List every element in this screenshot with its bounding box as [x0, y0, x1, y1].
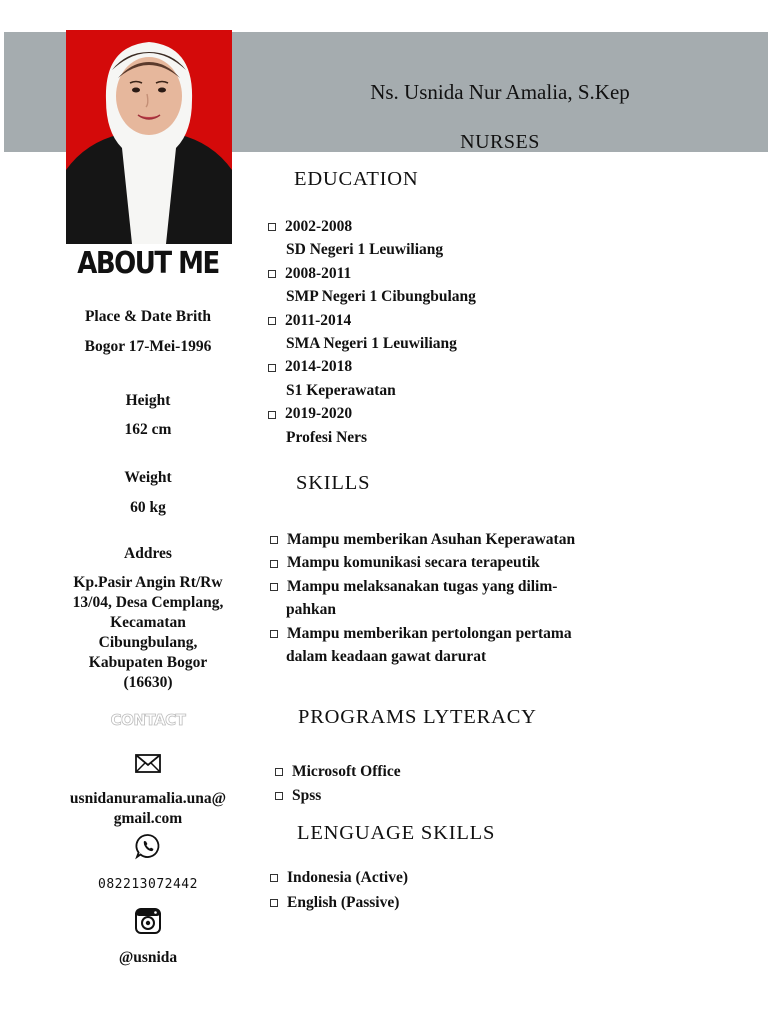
checkbox-bullet-icon: [275, 792, 283, 800]
language-text: Indonesia (Active): [287, 869, 408, 886]
skill-item: [270, 528, 630, 551]
checkbox-bullet-icon: [270, 874, 278, 882]
skills-list: [270, 528, 630, 668]
education-school: SMA Negeri 1 Leuwiliang: [286, 335, 457, 353]
checkbox-bullet-icon: [275, 768, 283, 776]
checkbox-bullet-icon: [268, 223, 276, 231]
height-value: 162 cm: [124, 421, 172, 438]
about-me-heading: ABOUT ME: [77, 246, 219, 282]
education-item: [268, 215, 476, 262]
person-portrait-icon: [66, 30, 232, 244]
education-item: [268, 309, 476, 356]
job-title: NURSES: [460, 131, 540, 153]
weight-value: 60 kg: [130, 499, 166, 516]
education-school: SD Negeri 1 Leuwiliang: [286, 241, 444, 259]
education-item: [268, 262, 476, 309]
education-item: [268, 355, 476, 402]
skill-text-continued: pahkan: [286, 601, 336, 619]
contact-heading: CONTACT: [110, 711, 186, 729]
program-item: [275, 760, 401, 784]
email-line: usnidanuramalia.una@: [69, 790, 227, 807]
checkbox-bullet-icon: [270, 899, 278, 907]
education-list: [268, 215, 476, 449]
address-line: (16630): [123, 674, 173, 691]
checkbox-bullet-icon: [268, 317, 276, 325]
programs-heading: PROGRAMS LYTERACY: [298, 706, 537, 728]
weight-label: Weight: [124, 469, 172, 486]
program-item: [275, 784, 401, 808]
address-line: Kecamatan: [110, 614, 186, 631]
instagram-icon: [134, 907, 162, 935]
language-item: [270, 891, 408, 916]
address-line: Cibungbulang,: [98, 634, 198, 651]
email-line: gmail.com: [113, 810, 183, 827]
education-school: Profesi Ners: [286, 428, 368, 446]
education-years: 2008-2011: [285, 264, 352, 282]
skills-heading: SKILLS: [296, 472, 371, 494]
phone-number: 082213072442: [98, 877, 198, 892]
education-school: SMP Negeri 1 Cibungbulang: [286, 288, 476, 306]
program-text: Microsoft Office: [292, 763, 401, 780]
address-line: Kp.Pasir Angin Rt/Rw: [73, 574, 223, 591]
instagram-handle: @usnida: [118, 949, 178, 966]
email-address: [56, 789, 240, 829]
address-label: Addres: [124, 545, 172, 562]
languages-heading: LENGUAGE SKILLS: [297, 822, 496, 844]
education-school: S1 Keperawatan: [286, 381, 396, 399]
education-years: 2014-2018: [285, 358, 353, 376]
checkbox-bullet-icon: [270, 583, 278, 591]
checkbox-bullet-icon: [270, 560, 278, 568]
checkbox-bullet-icon: [268, 364, 276, 372]
education-years: 2002-2008: [285, 218, 353, 235]
languages-list: [270, 866, 408, 915]
programs-list: [275, 760, 401, 808]
envelope-icon: [134, 750, 162, 778]
skill-text: Mampu memberikan pertolongan pertama: [287, 624, 572, 642]
checkbox-bullet-icon: [270, 630, 278, 638]
skill-item: [270, 622, 630, 669]
education-years: 2019-2020: [285, 405, 353, 423]
education-heading: EDUCATION: [294, 168, 419, 190]
full-name: Ns. Usnida Nur Amalia, S.Kep: [370, 80, 630, 104]
language-text: English (Passive): [287, 893, 400, 911]
skill-text-continued: dalam keadaan gawat darurat: [286, 648, 487, 666]
skill-text: Mampu memberikan Asuhan Keperawatan: [287, 531, 576, 548]
program-text: Spss: [292, 787, 322, 804]
place-date-value: Bogor 17-Mei-1996: [84, 338, 212, 355]
address-block: [56, 573, 240, 693]
skill-item: [270, 551, 630, 574]
whatsapp-icon: [134, 832, 162, 860]
height-label: Height: [125, 392, 171, 409]
checkbox-bullet-icon: [268, 411, 276, 419]
address-line: 13/04, Desa Cemplang,: [72, 594, 224, 611]
checkbox-bullet-icon: [268, 270, 276, 278]
address-line: Kabupaten Bogor: [88, 654, 208, 671]
profile-photo: [66, 30, 232, 244]
education-item: [268, 402, 476, 449]
education-years: 2011-2014: [285, 311, 352, 329]
checkbox-bullet-icon: [270, 536, 278, 544]
place-date-label: Place & Date Brith: [84, 308, 212, 325]
language-item: [270, 866, 408, 891]
skill-text: Mampu komunikasi secara terapeutik: [287, 554, 540, 572]
skill-item: [270, 575, 630, 622]
skill-text: Mampu melaksanakan tugas yang dilim-: [287, 577, 558, 595]
